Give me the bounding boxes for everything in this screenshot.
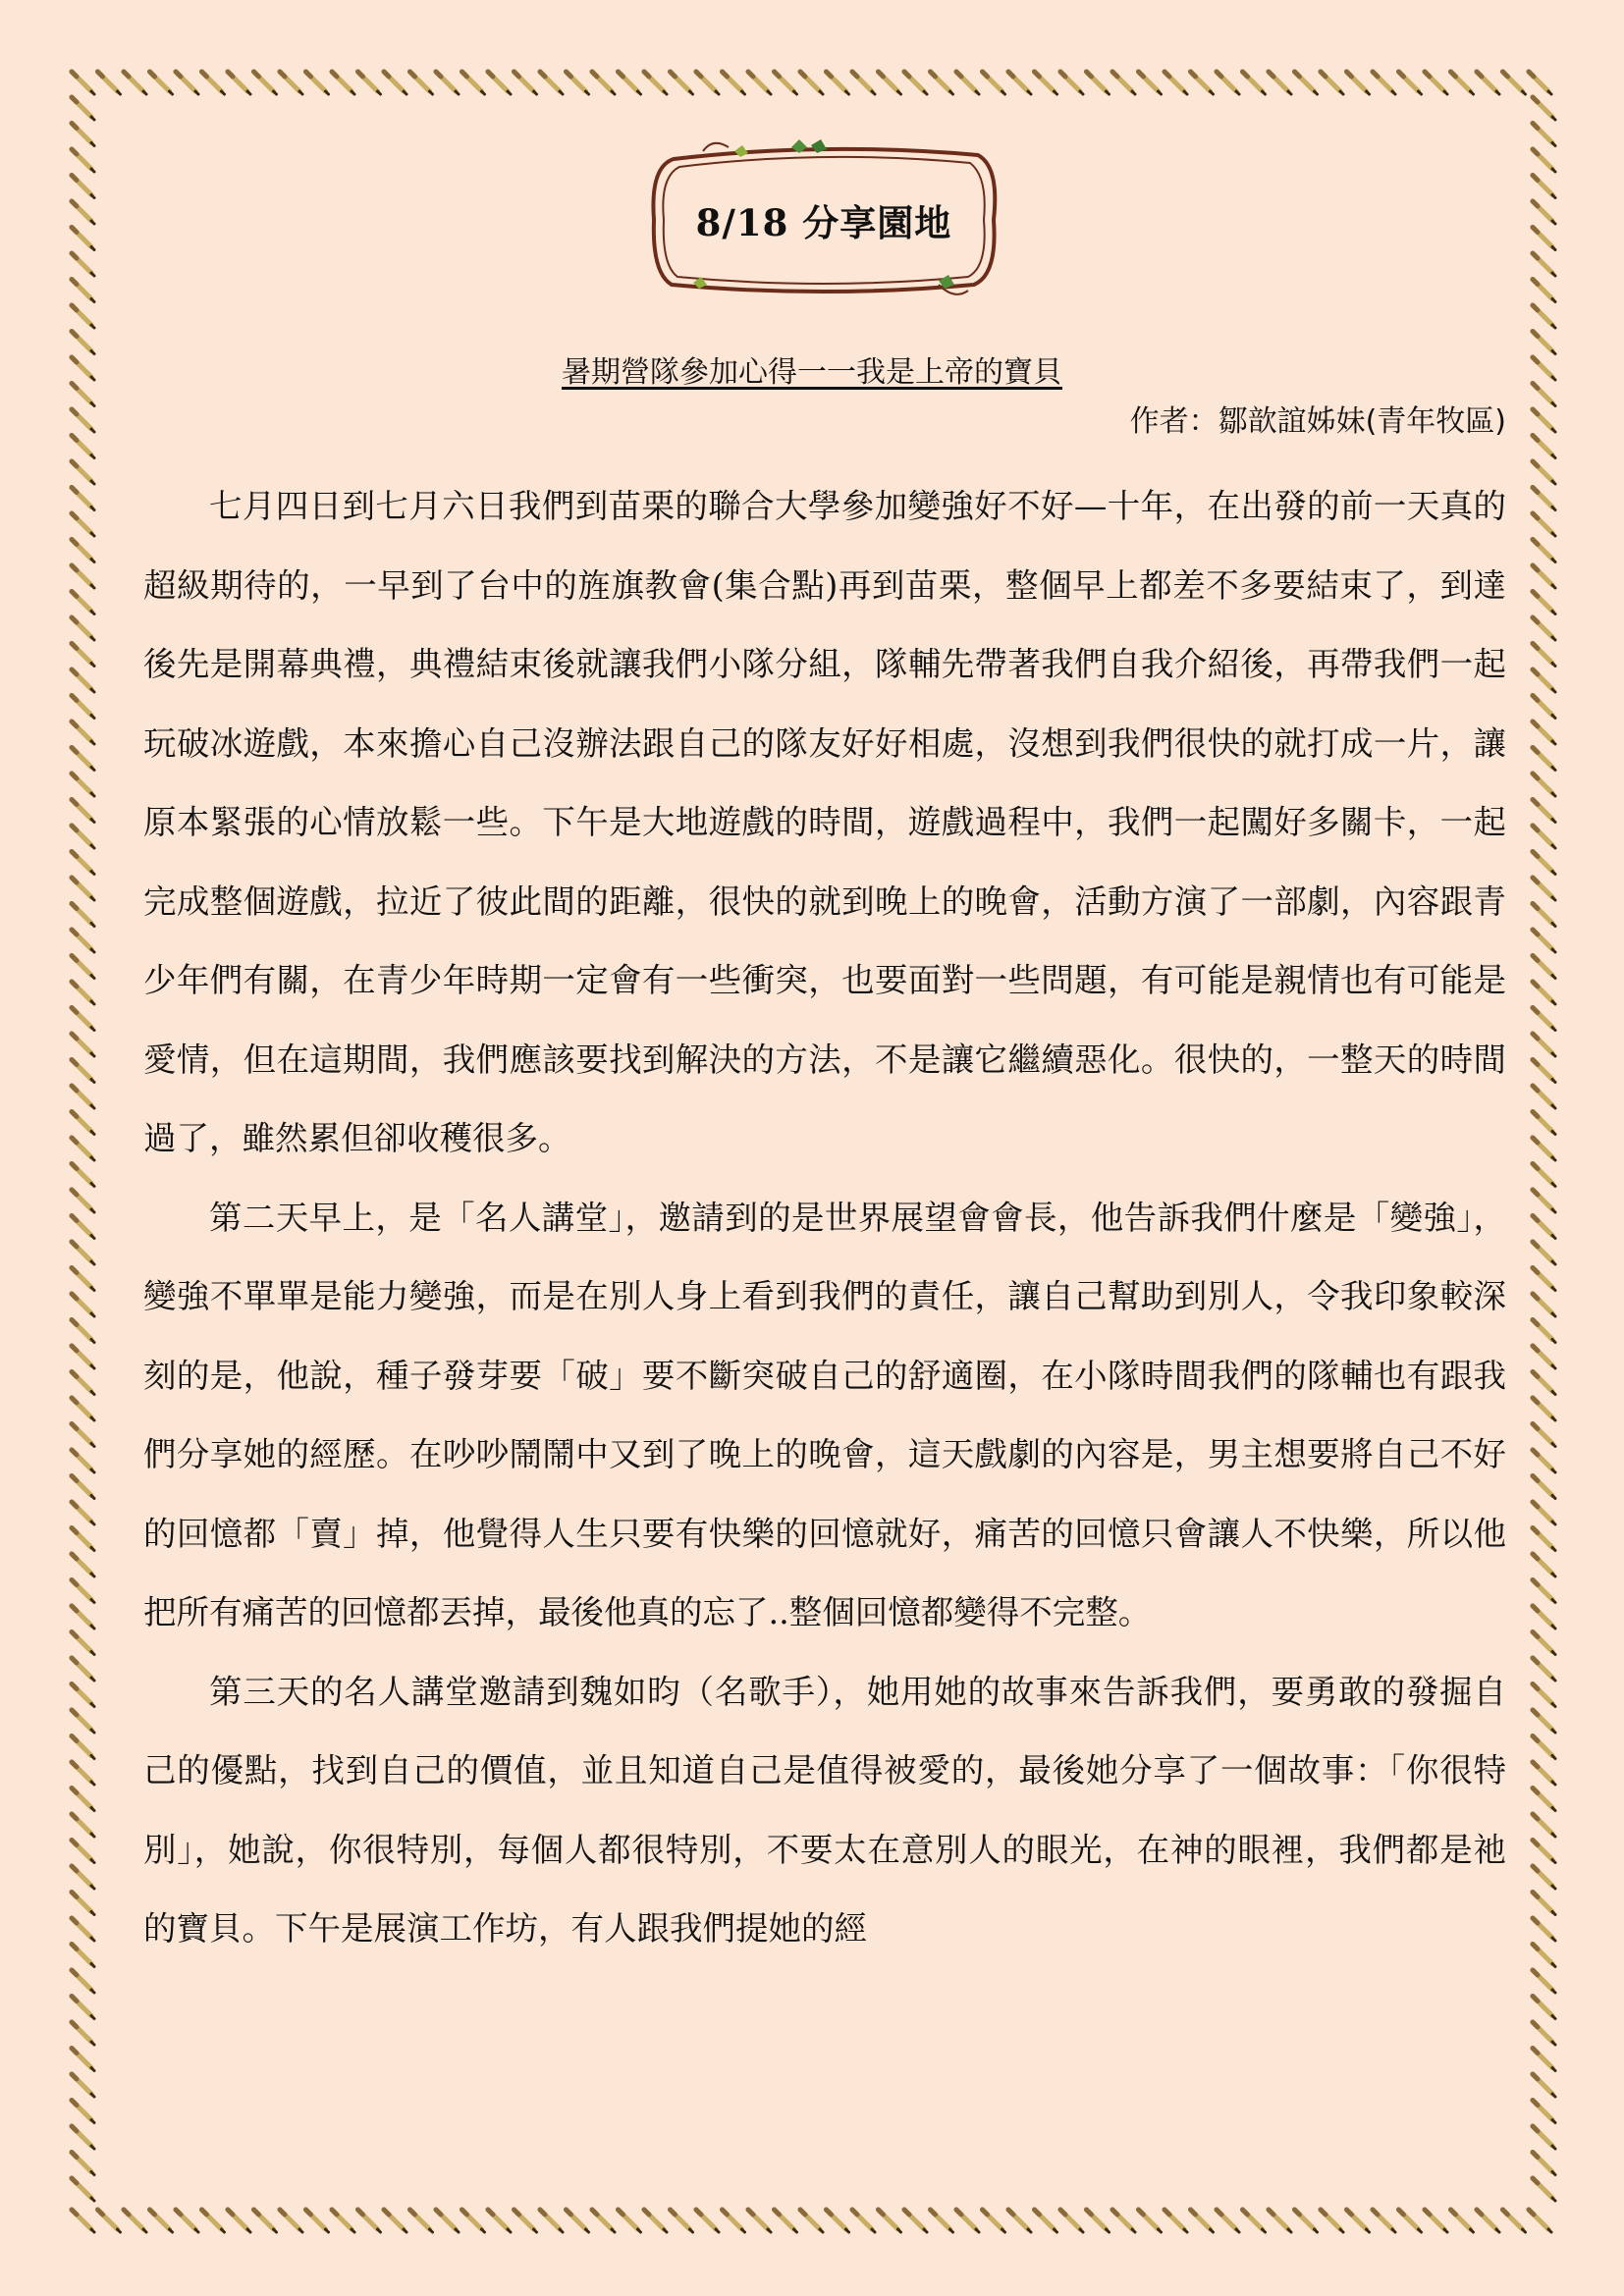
- paragraph: 第三天的名人講堂邀請到魏如昀（名歌手），她用她的故事來告訴我們，要勇敢的發掘自己的優點，找到自己的價值，並且知道自己是值得被愛的，最後她分享了一個故事：「你很特別」，她說，你很特別，每個人都很特別，不要太在意別人的眼光，在神的眼裡，我們都是祂的寶貝。下午是展演工作坊，有人跟我們提她的經: [143, 1672, 1506, 1948]
- article-title: 暑期營隊參加心得一一我是上帝的寶貝: [562, 355, 1062, 390]
- page-title: 8/18 分享園地: [695, 201, 952, 244]
- article-body: [143, 467, 1506, 1969]
- paragraph: 第二天早上，是「名人講堂」，邀請到的是世界展望會會長，他告訴我們什麼是「變強」，變強不單單是能力變強，而是在別人身上看到我們的責任，讓自己幫助到別人，令我印象較深刻的是，他說，種子發芽要「破」要不斷突破自己的舒適圈，在小隊時間我們的隊輔也有跟我們分享她的經歷。在吵吵鬧鬧中又到了晚上的晚會，這天戲劇的內容是，男主想要將自己不好的回憶都「賣」掉，他覺得人生只要有快樂的回憶就好，痛苦的回憶只會讓人不快樂，所以他把所有痛苦的回憶都丟掉，最後他真的忘了..整個回憶都變得不完整。: [143, 1198, 1506, 1631]
- paragraph: 七月四日到七月六日我們到苗栗的聯合大學參加變強好不好—十年，在出發的前一天真的超級期待的，一早到了台中的旌旗教會(集合點)再到苗栗，整個早上都差不多要結束了，到達後先是開幕典禮，典禮結束後就讓我們小隊分組，隊輔先帶著我們自我介紹後，再帶我們一起玩破冰遊戲，本來擔心自己沒辦法跟自己的隊友好好相處，沒想到我們很快的就打成一片，讓原本緊張的心情放鬆一些。下午是大地遊戲的時間，遊戲過程中，我們一起闖好多關卡，一起完成整個遊戲，拉近了彼此間的距離，很快的就到晚上的晚會，活動方演了一部劇，內容跟青少年們有關，在青少年時期一定會有一些衝突，也要面對一些問題，有可能是親情也有可能是愛情，但在這期間，我們應該要找到解決的方法，不是讓它繼續惡化。很快的，一整天的時間過了，雖然累但卻收穫很多。: [143, 487, 1506, 1157]
- author-line: 作者：鄒歆誼姊妹(青年牧區): [1129, 404, 1506, 439]
